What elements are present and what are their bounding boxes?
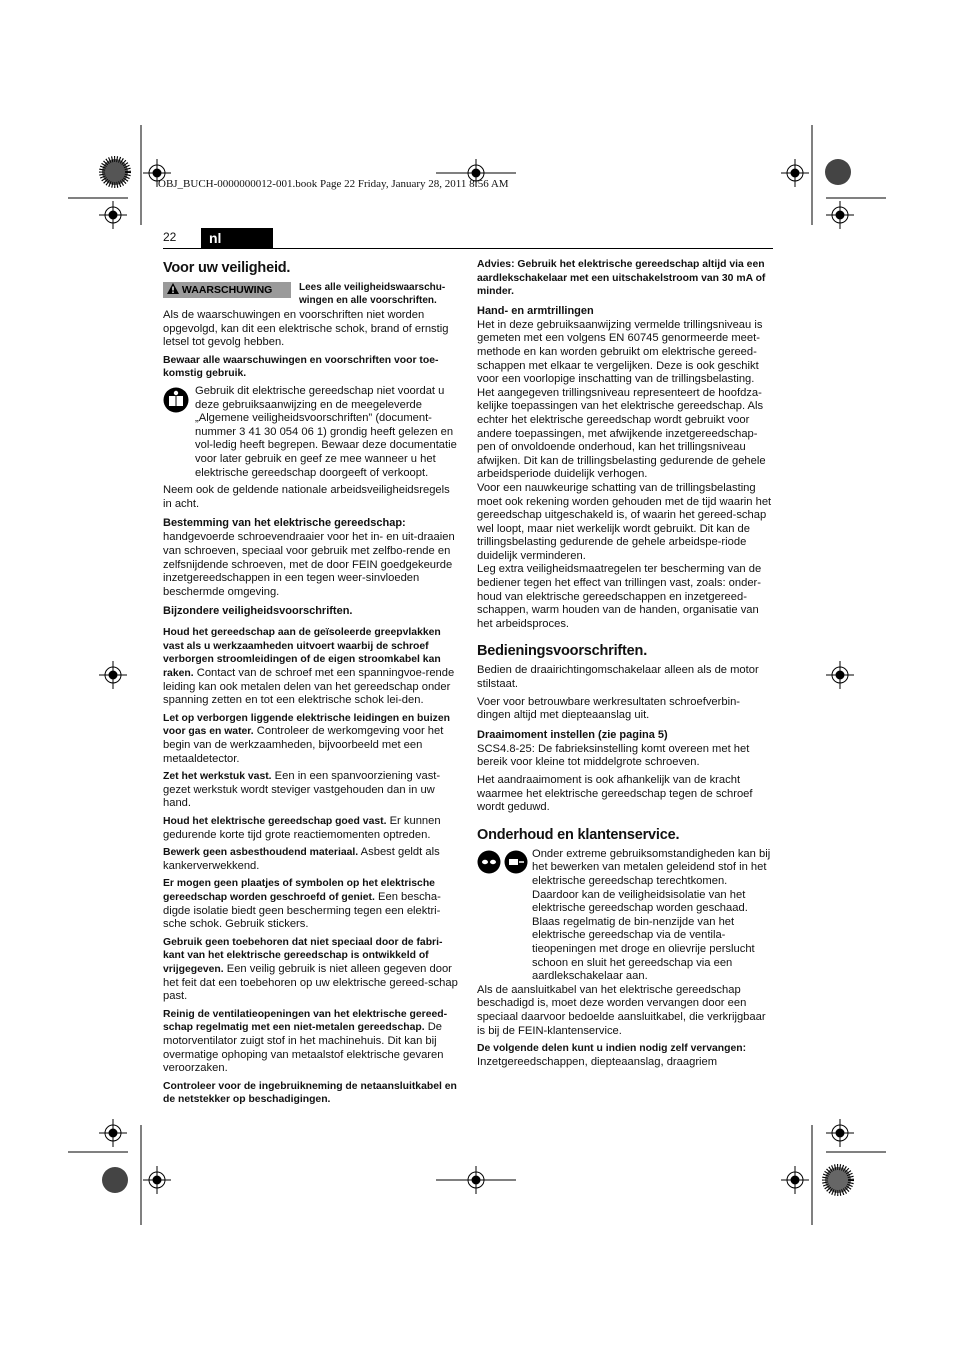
maintenance-text: Onder extreme gebruiksomstandigheden kan bij het bewerken van metalen geleidend stof in het elektrische gereedschap terechtkomen. Daardoor kan de veiligheidsisolatie van het elektrische gereedschap worden geschaad. Blaas regelmatig de bin-nenzijde van het elektrische gereedschap via de ventila-tieopeningen met droge en olievrije perslucht schoon en sluit het gereedschap via een aardlekschakelaar aan.: [532, 847, 771, 983]
safety-item: [163, 846, 458, 873]
safety-item: [163, 626, 458, 708]
file-header: OBJ_BUCH-0000000012-001.book Page 22 Friday, January 28, 2011 8:56 AM: [158, 178, 509, 190]
paragraph-with-icons: [477, 848, 772, 984]
paragraph: Als de aansluitkabel van het elektrische gereedschap beschadigd is, moet deze worden vervangen door een speciaal daarvoor bedoelde aansluitkabel, die verkrijgbaar is bij de FEIN-klantenservice.: [477, 983, 766, 1037]
paragraph: Voer voor betrouwbare werkresultaten schroefverbin-dingen altijd met diepteaanslag uit.: [477, 695, 741, 722]
safety-item-bold: Controleer voor de ingebruikneming de netaansluitkabel en de netstekker op beschadigingen.: [163, 1080, 457, 1106]
warning-text: Lees alle veiligheidswaarschu-wingen en alle voorschriften.: [299, 282, 446, 306]
safety-item-bold: Gebruik geen toebehoren dat niet speciaal door de fabri-kant van het elektrische gereedschap is ontwikkeld of vrijgegeven.: [163, 936, 443, 975]
heading-torque: Draaimoment instellen (zie pagina 5): [477, 728, 668, 741]
read-manual-text: Gebruik dit elektrische gereedschap niet voordat u deze gebruiksaanwijzing en de meegeleverde „Algemene veiligheidsvoorschriften” (document-nummer 3 41 30 054 06 1) grondig heeft gelezen en vol-ledig heeft begrepen. Bewaar deze documentatie voor later gebruik en geef ze mee wanneer u het elektrische gereedschap doorgeeft of verkoopt.: [195, 384, 457, 479]
page-number: 22: [163, 230, 177, 244]
safety-item-text: Controleer de werkomgeving voor het begin van de werkzaamheden, bijvoorbeeld met een metaaldetector.: [163, 725, 444, 765]
safety-item-text: Asbest geldt als kankerverwekkend.: [163, 846, 440, 872]
paragraph: Neem ook de geldende nationale arbeidsveiligheidsregels in acht.: [163, 484, 450, 510]
safety-item: [163, 877, 458, 931]
paragraph: Als de waarschuwingen en voorschriften niet worden opgevolgd, kan dit een elektrische schok, brand of ernstig letsel tot gevolg hebben.: [163, 309, 449, 349]
right-column: [477, 258, 772, 1073]
paragraph: Het aandraaimoment is ook afhankelijk van de kracht waarmee het elektrische gereedschap tegen de schroef wordt geduwd.: [477, 774, 753, 814]
read-manual-icon: [163, 387, 189, 413]
paragraph: handgevoerde schroevendraaier voor het in- en uit-draaien van schroeven, speciaal voor gebruik met zelfbo-rende en zelfsnijdende schroeven, met de door FEIN goedgekeurde inzetgereedschappen in een tegen weer-sinvloeden beschermde omgeving.: [163, 531, 455, 598]
safety-item-text: Er kunnen gedurende korte tijd grote reactiemomenten optreden.: [163, 815, 441, 841]
heading-operation: Bedieningsvoorschriften.: [477, 643, 648, 660]
safety-item-bold: Houd het elektrische gereedschap goed vast.: [163, 816, 387, 827]
safety-item-text: Een veilig gebruik is niet alleen gegeven door het feit dat een toebehoren op uw elektrische gereed-schap past.: [163, 962, 458, 1003]
heading-maintenance: Onderhoud en klantenservice.: [477, 826, 680, 843]
safety-item-bold: Let op verborgen liggende elektrische leidingen en buizen voor gas en water.: [163, 712, 450, 738]
warning-badge-label: WAARSCHUWING: [181, 284, 273, 296]
heading-intended-use: Bestemming van het elektrische gereedschap:: [163, 517, 406, 530]
warning-badge: [163, 282, 291, 298]
paragraph-with-icon: [163, 385, 458, 480]
compressed-air-icon: [504, 850, 528, 874]
safety-item-text: De motorventilator zuigt stof in het machinehuis. Dit kan bij overmatige ophoping van metaalstof elektrische gevaren veroorzaken.: [163, 1021, 444, 1075]
paragraph-bold: Bewaar alle waarschuwingen en voorschriften voor toe-komstig gebruik.: [163, 354, 439, 380]
paragraph: Het in deze gebruiksaanwijzing vermelde trillingsniveau is gemeten met een volgens EN 60745 genormeerde meet-methode en kan worden gebruikt om elektrische gereed-schappen met elkaar te vergelijken. Deze is ook geschikt voor een voorlopige inschatting van de trillingsbelasting.: [477, 318, 763, 386]
eye-protection-icon: [477, 850, 501, 874]
left-column: [163, 258, 458, 1111]
safety-item: [163, 1008, 458, 1076]
paragraph: SCS4.8-25: De fabrieksinstelling komt overeen met het bereik voor kleine tot middelgrote schroeven.: [477, 742, 750, 769]
language-tab: nl: [201, 228, 273, 248]
safety-item-bold: Bewerk geen asbesthoudend materiaal.: [163, 847, 359, 859]
paragraph: Bedien de draairichtingomschakelaar alleen als de motor stilstaat.: [477, 664, 759, 691]
heading-special-safety: Bijzondere veiligheidsvoorschriften.: [163, 605, 353, 618]
paragraph: Voor een nauwkeurige schatting van de trillingsbelasting moet ook rekening worden gehouden met de tijd waarin het gereedschap uitgeschakeld is, of waarin het gereed-schap wel loopt, maar niet werkelijk wordt gebruikt. Dit kan de trillingsbelasting gedurende de gehele arbeidspe-riode duidelijk verminderen.: [477, 481, 772, 562]
heading-safety: Voor uw veiligheid.: [163, 260, 291, 276]
paragraph-bold: De volgende delen kunt u indien nodig zelf vervangen:: [477, 1043, 747, 1055]
safety-item: [163, 936, 458, 1004]
safety-item: [163, 815, 458, 842]
heading-vibration: Hand- en armtrillingen: [477, 304, 594, 317]
paragraph: Leg extra veiligheidsmaatregelen ter bescherming van de bediener tegen het effect van trillingen vast, zoals: onder-houd van elektrische gereedschappen en inzetgereed-schappen, warm houden van de handen, organisatie van het arbeidsproces.: [477, 563, 762, 630]
warning-block: [163, 281, 458, 307]
safety-item-bold: Reinig de ventilatieopeningen van het elektrische gereed-schap regelmatig met een niet-metalen gereedschap.: [163, 1008, 448, 1034]
warning-triangle-icon: [167, 283, 179, 294]
paragraph: Inzetgereedschappen, diepteaanslag, draagriem: [477, 1055, 718, 1068]
paragraph: Het aangegeven trillingsniveau representeert de hoofdza-kelijke toepassingen van het elektrische gereedschap. Als echter het elektrische gereedschap wordt gebruikt voor andere toepassingen, met afwijkende inzetgereedschap-pen of onvoldoende onderhoud, kan het trillingsniveau afwijken. Dit kan de trillingsbelasting gedurende de gehele arbeidsperiode duidelijk verhogen.: [477, 386, 766, 481]
safety-item-text: Een in een spanvoorziening vast-gezet werkstuk wordt steviger vastgehouden dan in uw hand.: [163, 770, 441, 810]
safety-item: [163, 770, 458, 811]
safety-item-text: Een bescha-digde isolatie biedt geen bescherming tegen een elektri-sche schok. Gebruik stickers.: [163, 890, 441, 931]
safety-item-bold: Er mogen geen plaatjes of symbolen op het elektrische gereedschap worden geschroefd of geniet.: [163, 878, 435, 903]
safety-item-bold: Zet het werkstuk vast.: [163, 771, 272, 783]
safety-item: [163, 712, 458, 766]
advice-bold: Advies: Gebruik het elektrische gereedschap altijd via een aardlekschakelaar met een uitschakelstroom van 30 mA of minder.: [477, 259, 766, 298]
page-header-bar: [163, 228, 773, 249]
safety-item-bold: Houd het gereedschap aan de geïsoleerde greepvlakken vast als u werkzaamheden uitvoert waarbij de schroef verborgen stroomleidingen of de eigen stroomkabel kan raken.: [163, 627, 441, 680]
safety-item-text: Contact van de schroef met een spanningvoe-rende leiding kan ook metalen delen van het gereedschap onder spanning zetten en tot een elektrische schok lei-den.: [163, 667, 455, 707]
